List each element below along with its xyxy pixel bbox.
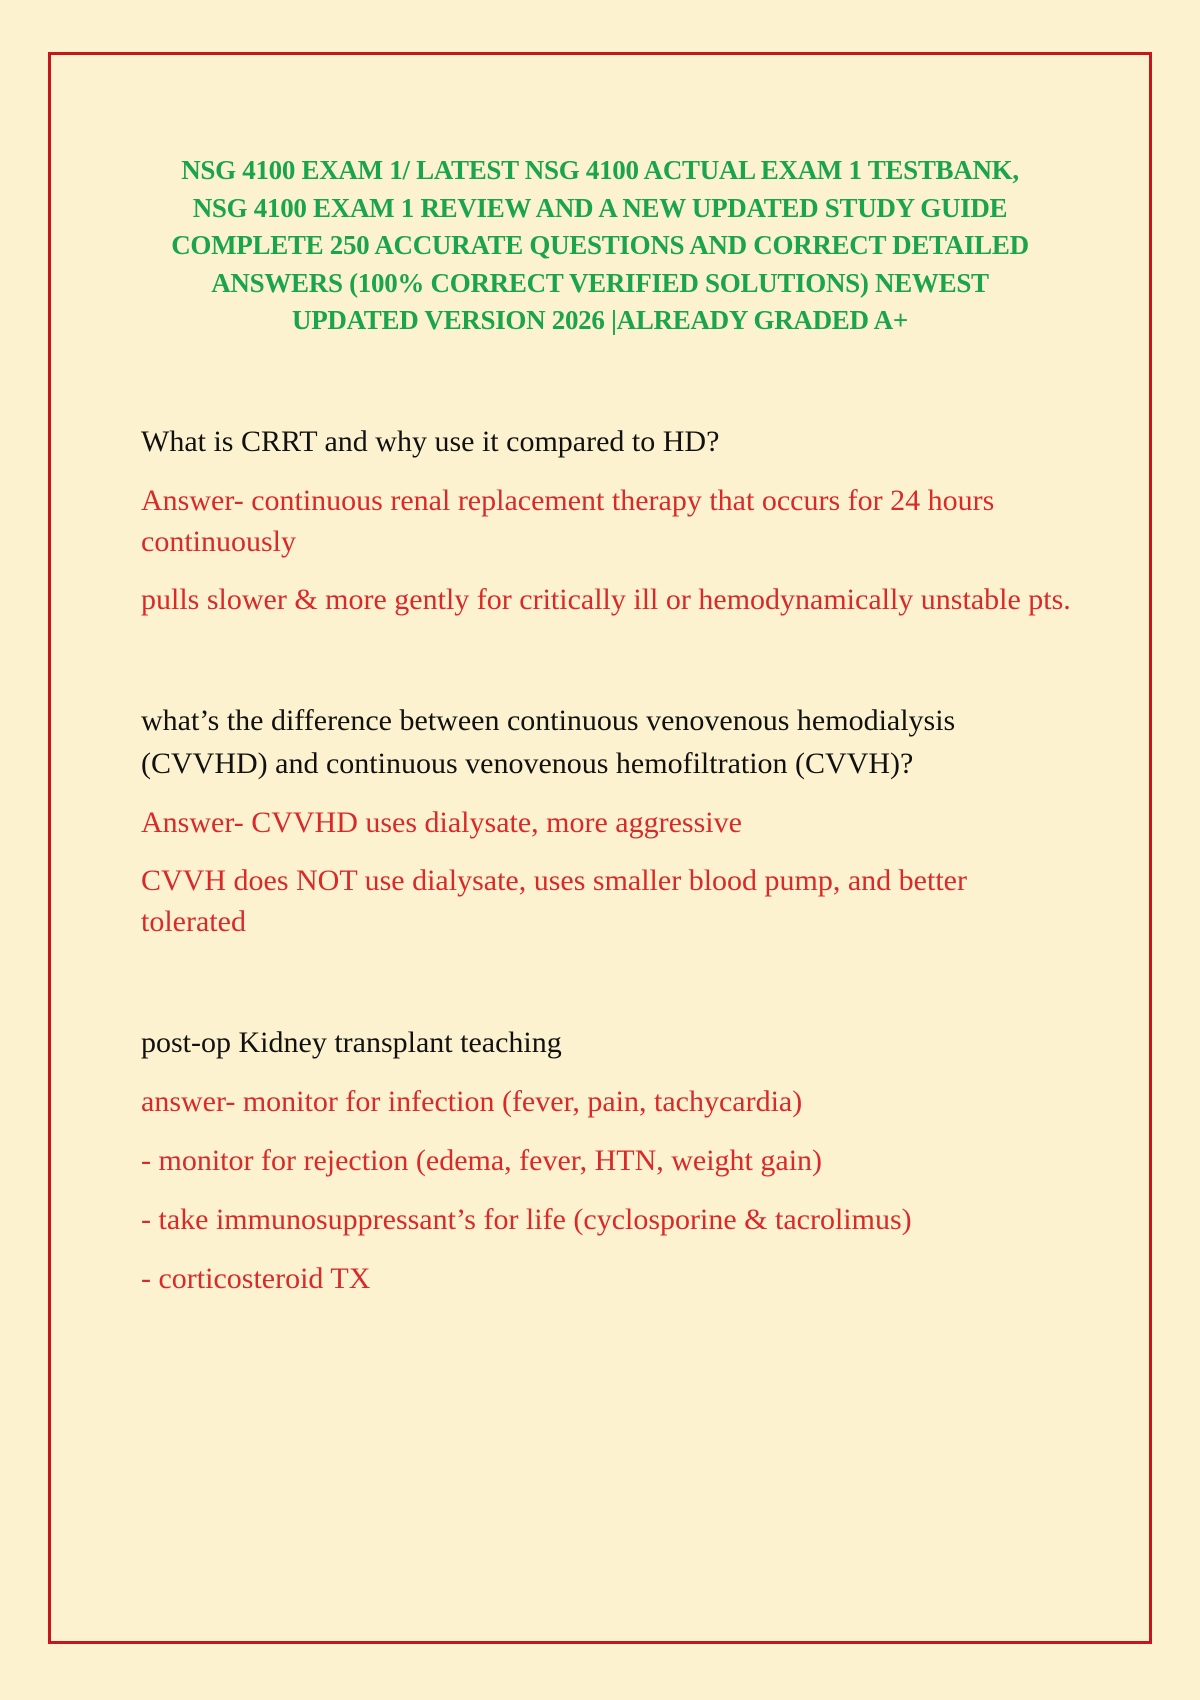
title-line: COMPLETE 250 ACCURATE QUESTIONS AND CORRECT DETAILED [171,230,1029,260]
question-text: what’s the difference between continuous venovenous hemodialysis (CVVHD) and continuous venovenous hemofiltration (CVVH)? [141,704,956,780]
title-line: NSG 4100 EXAM 1/ LATEST NSG 4100 ACTUAL EXAM 1 TESTBANK, [181,155,1019,185]
question-text: What is CRRT and why use it compared to HD? [141,425,720,458]
answer-text: Answer- CVVHD uses dialysate, more aggressive [141,806,742,839]
spacer [141,637,1071,699]
spacer [141,959,1071,1021]
answer-text: pulls slower & more gently for critically ill or hemodynamically unstable pts. [141,583,1071,616]
qa-item-crrt [141,420,1071,620]
title-line: ANSWERS (100% CORRECT VERIFIED SOLUTIONS) NEWEST [211,267,989,298]
answer-text: - corticosteroid TX [141,1262,371,1295]
answer-text: Answer- continuous renal replacement therapy that occurs for 24 hours continuously [141,484,995,558]
answer-text: answer- monitor for infection (fever, pain, tachycardia) [141,1085,803,1118]
qa-item-cvvhd [141,699,1071,942]
title-line: UPDATED VERSION 2026 |ALREADY GRADED A+ [292,305,908,335]
answer-text: - take immunosuppressant’s for life (cyclosporine & tacrolimus) [141,1203,912,1236]
document-title [120,152,1080,340]
qa-content [141,420,1071,1317]
title-line: NSG 4100 EXAM 1 REVIEW AND A NEW UPDATED STUDY GUIDE [192,192,1008,223]
answer-text: CVVH does NOT use dialysate, uses smaller blood pump, and better tolerated [141,864,967,938]
answer-text: - monitor for rejection (edema, fever, HTN, weight gain) [141,1144,823,1177]
qa-item-transplant [141,1021,1071,1299]
question-text: post-op Kidney transplant teaching [141,1026,562,1059]
